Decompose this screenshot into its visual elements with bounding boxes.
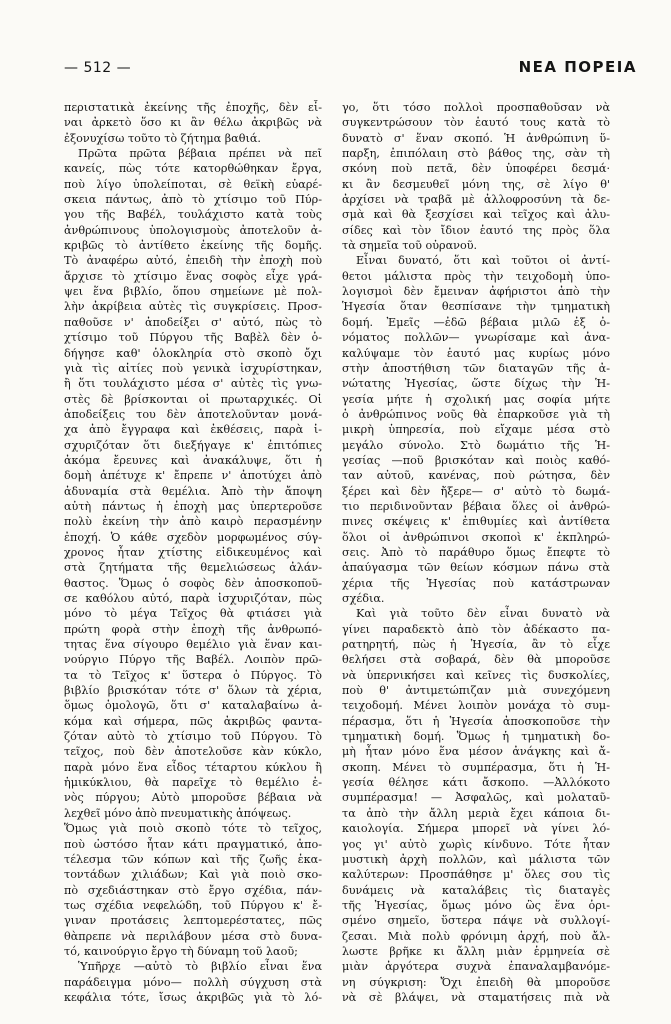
text-line: ζόταν αὐτὸ τὸ χτίσιμο τοῦ Πύργου. Τὸ: [64, 730, 322, 744]
text-line: κόμα καὶ σήμερα, πῶς ἀκριβῶς φαντα-: [64, 714, 322, 728]
text-line: ἀρχίσει νὰ τραβᾶ μὲ ἀλλοφροσύνη τὰ δε-: [342, 193, 610, 207]
text-line: μεγάλο σύνολο. Στὸ δωμάτιο τῆς Ἡ-: [342, 438, 610, 452]
text-line: μόνο τὸ μέγα Τεῖχος θὰ φτιάσει γιὰ: [64, 607, 322, 621]
text-line: στὰ ζητήματα τῆς θεμελιώσεως ἀλάν-: [64, 561, 322, 575]
text-line: ἀποδείξεις του δὲν ἀποτελοῦνταν μονά-: [64, 407, 322, 421]
text-line: τὰ σημεῖα τοῦ οὐρανοῦ.: [342, 239, 478, 253]
text-line: τα ἀπὸ τὴν ἄλλη μεριὰ ἔχει κάποια δι-: [342, 806, 610, 820]
text-line: τεῖχος, ποὺ δὲν ἀποτελοῦσε κὰν κύκλο,: [64, 745, 322, 759]
text-line: λωστε βρῆκε κι ἄλλη μιὰν ἑρμηνεία σὲ: [342, 944, 610, 958]
text-line: θαστος. Ὅμως ὁ σοφὸς δὲν ἀποσκοποῦ-: [64, 576, 322, 590]
text-line: στὲς δὲ βρίσκονται οἱ πρωταρχικές. Οἱ: [64, 392, 322, 406]
text-line: χέρια τῆς Ἡγεσίας ποὺ κατάστρωναν: [342, 576, 610, 590]
text-line: ὁ ἀνθρώπινος νοῦς θὰ ἐπαρκοῦσε γιὰ τὴ: [342, 407, 610, 421]
text-line: σε καθόλου αὐτό, παρὰ ἰσχυριζόταν, πὼς: [64, 592, 322, 605]
text-line: σκεια πάντως, ἀπὸ τὸ χτίσιμο τοῦ Πύρ-: [64, 193, 322, 207]
text-line: καιολογία. Σήμερα μπορεῖ νὰ γίνει λό-: [342, 822, 610, 836]
text-line: ταν αὐτοῦ, κανένας, ποὺ ρώτησα, δὲν: [342, 469, 610, 483]
text-line: ρατηρητή, πὼς ἡ Ἡγεσία, ἂν τὸ εἶχε: [342, 638, 610, 652]
left-text-column: [64, 100, 322, 1010]
text-line: γεσία μήτε ἡ σχολική μας σοφία μήτε: [342, 392, 610, 406]
text-line: συμπέρασμα! — Ἀσφαλῶς, καὶ μολαταῦ-: [342, 791, 610, 805]
text-line: τοντάδων χιλιάδων; Καὶ γιὰ ποιὸ σκο-: [64, 868, 322, 882]
text-line: σχέδια.: [342, 592, 385, 605]
text-line: κεφάλια τότε, ἴσως ἀκριβῶς γιὰ τὸ λό-: [64, 990, 322, 1004]
text-line: δυνάμεις νὰ καταλάβεις τὶς διαταγὲς: [342, 883, 610, 897]
text-line: πὸ σχεδιάστηκαν στὸ ἔργο σχέδια, πάν-: [64, 883, 322, 897]
text-line: Ὅμως γιὰ ποιὸ σκοπὸ τότε τὸ τεῖχος,: [64, 822, 322, 836]
text-line: σμὰ καὶ θὰ ξεσχίσει καὶ τεῖχος καὶ ἁλυ-: [342, 208, 610, 222]
text-line: τῆς Ἡγεσίας, ὅμως μόνο ὣς ἕνα ὁρι-: [342, 898, 610, 912]
running-header: [64, 58, 637, 80]
text-line: τέλεσμα τῶν κόπων καὶ τῆς ζωῆς ἑκα-: [64, 852, 322, 866]
text-line: Ὑπῆρχε —αὐτὸ τὸ βιβλίο εἶναι ἕνα: [78, 960, 322, 974]
text-line: τως σχέδια νεφελώδη, τοῦ Πύργου κ' ἔ-: [64, 898, 322, 912]
text-line: θὰπρεπε νὰ περιλάβουν μέσα στὸ δυνα-: [64, 929, 322, 943]
text-line: ψει ἕνα βιβλίο, ὅπου σημείωνε μὲ πολ-: [64, 285, 322, 299]
text-line: αὐτὴ πάντως ἡ ἐποχὴ μας ὑπερτεροῦσε: [64, 499, 322, 513]
text-line: ἀπαύγασμα τῶν θείων κόσμων πάνω στὰ: [342, 561, 610, 575]
text-line: ποὺ θ' ἀντιμετώπιζαν μιὰ συνεχόμενη: [342, 684, 610, 698]
text-line: τμηματικὴ δομή. Ὅμως ἡ τμηματικὴ δο-: [342, 730, 610, 744]
text-line: σκοπη. Μένει τὸ συμπέρασμα, ὅτι ἡ Ἡ-: [342, 760, 610, 774]
text-line: ἐποχή. Ὁ κάθε σχεδὸν μορφωμένος σύγ-: [64, 530, 322, 544]
text-line: κι ἂν δεσμευθεῖ μόνη της, σὲ λίγο θ': [342, 177, 610, 191]
text-line: νώτατης Ἡγεσίας, ὥστε δίχως τὴν Ἡ-: [342, 377, 610, 391]
text-line: νη σύγκριση: Ὄχι ἐπειδὴ θὰ μποροῦσε: [342, 975, 610, 989]
text-line: Καὶ γιὰ τοῦτο δὲν εἶναι δυνατὸ νὰ: [356, 607, 610, 621]
text-line: πέρασμα, ὅτι ἡ Ἡγεσία ἀποσκοποῦσε τὴν: [342, 714, 610, 728]
text-line: στὴν ἀποστήθιση τῶν διαταγῶν τῆς ἀ-: [342, 361, 610, 375]
text-line: γο, ὅτι τόσο πολλοὶ προσπαθοῦσαν νὰ: [342, 101, 610, 114]
text-line: νούργιο Πύργο τῆς Βαβέλ. Λοιπὸν πρῶ-: [64, 653, 322, 667]
text-line: ἀνθρώπινους ὑπολογισμοὺς ἀποτελοῦν ἀ-: [64, 223, 322, 237]
text-line: δήγησε καθ' ὁλοκληρία στὸ σκοπὸ ὄχι: [64, 346, 322, 360]
text-line: πρώτη φορὰ στὴν ἐποχὴ τῆς ἀνθρωπό-: [64, 622, 322, 636]
journal-title: ΝΕΑ ΠΟΡΕΙΑ: [518, 58, 637, 76]
text-line: γεσία θέλησε κάτι ἄσκοπο. —Ἀλλόκοτο: [342, 776, 610, 790]
text-line: νόματος πολλῶν— γνωρίσαμε καὶ ἀνα-: [342, 331, 610, 345]
text-line: καλύτερων: Προσπάθησε μ' ὅλες σου τὶς: [342, 868, 610, 882]
text-line: παράδειγμα μόνο— πολλὴ σύγχυση στὰ: [64, 975, 322, 989]
text-line: δυνατὸ σ' ἕναν σκοπό. Ἡ ἀνθρώπινη ὕ-: [342, 131, 610, 145]
text-line: πινες σκέψεις κ' ἐπιθυμίες καὶ ἀντίθετα: [342, 515, 610, 529]
text-line: ἡμικύκλιου, θὰ παρεῖχε τὸ θεμέλιο ἑ-: [64, 776, 322, 790]
text-line: τό, καινούργιο ἔργο τὴ δύναμη τοῦ λαοῦ;: [64, 944, 298, 958]
text-line: παρξη, ἐπιπόλαιη στὸ βάθος της, σὰν τὴ: [342, 147, 610, 161]
text-line: παρὰ μόνο ἕνα εἶδος τέταρτου κύκλου ἢ: [64, 760, 322, 774]
text-line: ἢ ὅτι τουλάχιστο μέσα σ' αὐτὲς τὶς γνω-: [64, 377, 322, 391]
text-line: τα τὸ Τεῖχος κ' ὕστερα ὁ Πύργος. Τὸ: [64, 668, 322, 682]
text-line: περιστατικὰ ἐκείνης τῆς ἐποχῆς, δὲν εἶ-: [64, 101, 322, 114]
text-line: ποὺ ὡστόσο ἦταν κάτι πραγματικό, ἀπο-: [64, 837, 322, 851]
text-line: ποὺ λίγο ὑπολείποται, σὲ θεϊκὴ εὐαρέ-: [64, 177, 322, 191]
text-line: Πρῶτα πρῶτα βέβαια πρέπει νὰ πεῖ: [78, 147, 322, 161]
text-line: θετοι μάλιστα πρὸς τὴν τειχοδομὴ ὑπο-: [342, 269, 610, 283]
text-line: μικρὴ ὑπηρεσία, ποὺ εἴχαμε μέσα στὸ: [342, 423, 610, 437]
text-line: νὰ ὑπερνικήσει καὶ κεῖνες τὶς δυσκολίες,: [342, 668, 610, 682]
text-line: σχυριζόταν ὅτι διεξήγαγε κ' ἐπιτόπιες: [64, 438, 322, 452]
right-text-column: [342, 100, 610, 1010]
text-line: γεσίας —ποῦ βρισκόταν καὶ ποιὸς καθό-: [342, 453, 610, 467]
text-line: συγκεντρώσουν τὸν ἑαυτό τους κατὰ τὸ: [342, 116, 610, 130]
text-line: ὅμως ὁμολογῶ, ὅτι σ' καταλαβαίνω ἀ-: [64, 699, 322, 713]
text-line: ἄρχισε τὸ χτίσιμο ἕνας σοφὸς εἶχε γρά-: [64, 269, 322, 283]
text-line: κανείς, πὼς τότε κατορθώθηκαν ἔργα,: [64, 162, 322, 176]
text-line: τητας ἕνα σίγουρο θεμέλιο γιὰ ἕναν και-: [64, 638, 322, 652]
text-line: γίνει παραδεκτὸ ἀπὸ τὸν ἀδέκαστο πα-: [342, 622, 610, 636]
text-line: Εἶναι δυνατό, ὅτι καὶ τοῦτοι οἱ ἀντί-: [356, 254, 610, 268]
text-line: ζεσαι. Μιὰ πολὺ φρόνιμη ἀρχή, ποὺ ἄλ-: [342, 929, 610, 943]
text-line: πολὺ ἐκείνη τὴν ἀπὸ καιρὸ περασμένην: [64, 515, 322, 529]
text-line: γιναν προτάσεις λεπτομερέστατες, πῶς: [64, 914, 322, 928]
text-line: χρονος ἦταν χτίστης εἰδικευμένος καὶ: [64, 545, 322, 559]
text-line: μὴ ἦταν μόνο ἕνα μέσον ἀνάγκης καὶ ἄ-: [342, 745, 610, 759]
text-line: νὸς πύργου; Αὐτὸ μποροῦσε βέβαια νὰ: [64, 791, 322, 805]
text-line: δομή. Ἐμεῖς —ἐδῶ βέβαια μιλῶ ἐξ ὀ-: [342, 315, 610, 329]
text-line: τειχοδομή. Μένει λοιπὸν μονάχα τὸ συμ-: [342, 699, 610, 713]
text-line: θελήσει στὰ σοβαρά, δὲν θὰ μποροῦσε: [342, 653, 610, 667]
text-line: ξέρει καὶ δὲν ἤξερε— σ' αὐτὸ τὸ δωμά-: [342, 484, 610, 498]
text-line: λὴν ἀκρίβεια αὐτὲς τὶς συγκρίσεις. Προσ-: [64, 300, 322, 314]
text-line: βιβλίο βρισκόταν τότε σ' ὅλων τὰ χέρια,: [64, 684, 322, 698]
text-line: μιὰν ἀργότερα συχνὰ ἐπαναλαμβανόμε-: [342, 960, 610, 974]
text-line: σκόνη ποὺ πετᾶ, δὲν ὑποφέρει δεσμά·: [342, 162, 610, 176]
text-line: μυστικὴ ἀρχὴ πολλῶν, καὶ μάλιστα τῶν: [342, 852, 610, 866]
text-line: χτίσιμο τοῦ Πύργου τῆς Βαβὲλ δὲν ὁ-: [64, 331, 322, 345]
page-number: — 512 —: [64, 60, 132, 76]
text-line: δομὴ ἀπέτυχε κ' ἔπρεπε ν' ἀποτύχει ἀπὸ: [64, 469, 322, 483]
text-line: ὅλοι οἱ ἀνθρώπινοι σκοποὶ κ' ἐκπληρώ-: [342, 530, 610, 544]
text-line: σμένο σημεῖο, ὕστερα πάψε νὰ συλλογί-: [342, 914, 610, 928]
text-line: σεις. Ἀπὸ τὸ παράθυρο ὅμως ἔπεφτε τὸ: [342, 545, 610, 559]
text-line: Τὸ ἀναφέρω αὐτό, ἐπειδὴ τὴν ἐποχὴ ποὺ: [64, 254, 322, 268]
text-line: ἀδυναμία στὰ θεμέλια. Ἀπὸ τὴν ἄποψη: [64, 484, 322, 498]
text-line: γου τῆς Βαβέλ, τουλάχιστο κατὰ τοὺς: [64, 208, 322, 222]
text-line: ἐξονυχίσω τοῦτο τὸ ζήτημα βαθιά.: [64, 131, 261, 145]
text-line: νὰ σὲ βλάψει, νὰ σταματήσεις πιὰ νὰ: [342, 990, 610, 1004]
text-line: λογισμοὶ δὲν ἔμειναν ἀφήριστοι ἀπὸ τὴν: [342, 285, 610, 299]
text-line: σίδες καὶ τὸν ἴδιον ἑαυτό της πρὸς ὅλα: [342, 223, 610, 237]
text-line: ναι ἀρκετὸ ὅσο κι ἂν θέλω ἀκριβῶς νὰ: [64, 116, 322, 130]
text-line: γος γι' αὐτὸ χωρὶς κίνδυνο. Τότε ἦταν: [342, 837, 610, 851]
text-line: Ἡγεσία ὅταν θεσπίσανε τὴν τμηματικὴ: [342, 300, 610, 314]
text-line: χα ἀπὸ ἔγγραφα καὶ ἐκθέσεις, παρὰ ἰ-: [64, 423, 322, 437]
text-line: γιὰ τὶς αἰτίες ποὺ γενικὰ ἰσχυρίστηκαν,: [64, 361, 322, 375]
text-line: παθοῦσε ν' ἀποδείξει σ' αὐτό, πὼς τὸ: [64, 315, 322, 329]
text-line: κριβῶς τὸ ἀντίθετο ἐκείνης τῆς δομῆς.: [64, 239, 322, 253]
text-line: τιο περιδινοῦνταν βέβαια ὅλες οἱ ἀνθρώ-: [342, 499, 610, 513]
text-line: ἀκόμα ἔρευνες καὶ ἀνακάλυψε, ὅτι ἡ: [64, 453, 322, 467]
text-line: καλύψαμε τὸν ἑαυτό μας κυρίως μόνο: [342, 346, 610, 360]
text-line: λεχθεῖ μόνο ἀπὸ πνευματικὴς ἀπόψεως.: [64, 806, 292, 820]
